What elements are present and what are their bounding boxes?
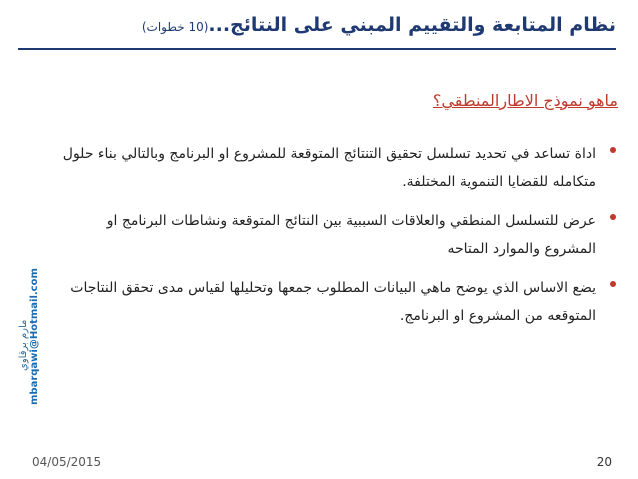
slide-title-steps: (10 خطوات) (141, 20, 209, 34)
author-email: mbarqawi@Hotmail.com (29, 268, 40, 405)
bullet-item (55, 140, 618, 196)
bullet-list (55, 140, 618, 330)
slide-title (16, 14, 616, 36)
slide-title-main: نظام المتابعة والتقييم المبني على النتائج... (208, 14, 616, 36)
bullet-text: عرض للتسلسل المنطقي والعلاقات السببية بين النتائج المتوقعة ونشاطات البرنامج او المشروع والموارد المتاحه (106, 213, 596, 257)
bullet-dot-icon (610, 281, 616, 287)
bullet-text: اداة تساعد في تحديد تسلسل تحقيق التنتائج المتوقعة للمشروع او البرنامج وبالتالي بناء حلول متكامله للقضايا التنموية المختلفة. (62, 146, 596, 190)
bullet-item (55, 207, 618, 263)
page-number: 20 (596, 455, 612, 469)
bullet-dot-icon (610, 147, 616, 153)
footer-date: 04/05/2015 (32, 455, 102, 469)
title-underline-divider (18, 48, 616, 50)
author-name: مارم برقاوي (18, 319, 29, 371)
bullet-dot-icon (610, 214, 616, 220)
bullet-text: يضع الاساس الذي يوضح ماهي البيانات المطلوب جمعها وتحليلها لقياس مدى تحقق النتاجات المتوقعه من المشروع او البرنامج. (70, 280, 596, 324)
section-heading: ماهو نموذج الاطارالمنطقي؟ (432, 91, 618, 110)
author-credit (18, 268, 46, 405)
bullet-item (55, 274, 618, 330)
